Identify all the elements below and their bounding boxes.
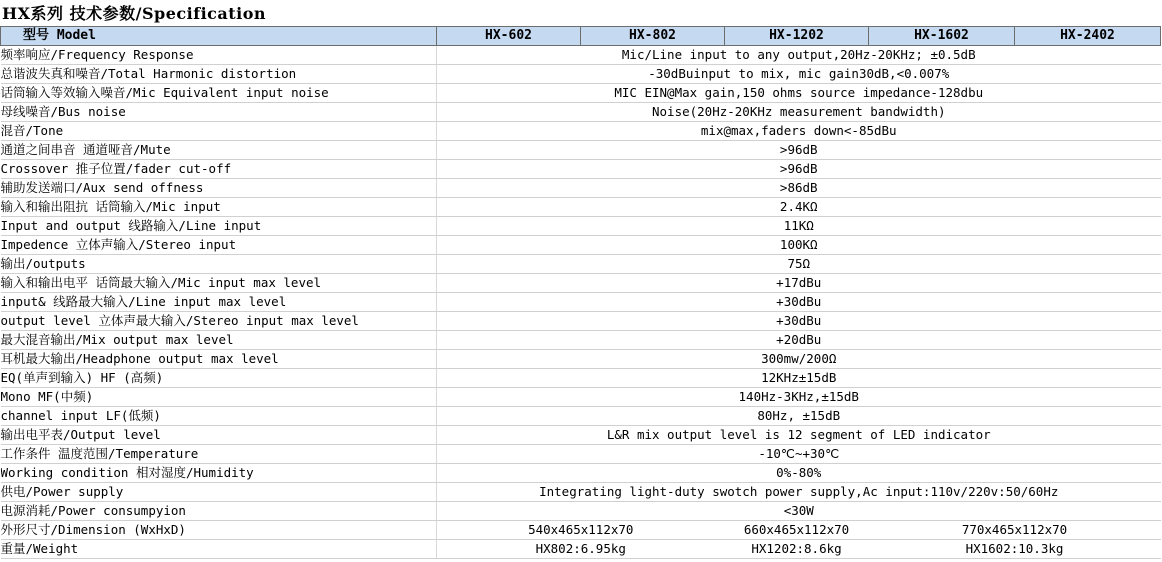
spec-row — [1, 426, 1161, 445]
spec-row — [1, 369, 1161, 388]
spec-label: Impedence 立体声输入/Stereo input — [1, 236, 437, 255]
specification-table — [0, 26, 1161, 559]
spec-label: 辅助发送端口/Aux send offness — [1, 179, 437, 198]
spec-row — [1, 65, 1161, 84]
weight-label: 重量/Weight — [1, 540, 437, 559]
spec-row — [1, 407, 1161, 426]
spec-label: Working condition 相对湿度/Humidity — [1, 464, 437, 483]
spec-row — [1, 350, 1161, 369]
spec-row — [1, 312, 1161, 331]
spec-label: 输出/outputs — [1, 255, 437, 274]
spec-row — [1, 464, 1161, 483]
spec-row — [1, 502, 1161, 521]
spec-row — [1, 255, 1161, 274]
spec-label: Crossover 推子位置/fader cut-off — [1, 160, 437, 179]
spec-row — [1, 122, 1161, 141]
spec-label: output level 立体声最大输入/Stereo input max level — [1, 312, 437, 331]
spec-value: >96dB — [437, 160, 1161, 179]
spec-value: Mic/Line input to any output,20Hz-20KHz; ±0.5dB — [437, 46, 1161, 65]
dimension-value: 540x465x112x70 — [437, 521, 725, 540]
dimension-value: 770x465x112x70 — [869, 521, 1161, 540]
spec-row — [1, 236, 1161, 255]
header-model-hx802: HX-802 — [581, 27, 725, 46]
spec-label: 工作条件 温度范围/Temperature — [1, 445, 437, 464]
spec-label: 输入和输出电平 话筒最大输入/Mic input max level — [1, 274, 437, 293]
spec-value: 11KΩ — [437, 217, 1161, 236]
dimension-row — [1, 521, 1161, 540]
spec-value: MIC EIN@Max gain,150 ohms source impedance-128dbu — [437, 84, 1161, 103]
spec-label: 输出电平表/Output level — [1, 426, 437, 445]
spec-value: -30dBuinput to mix, mic gain30dB,<0.007% — [437, 65, 1161, 84]
spec-row — [1, 179, 1161, 198]
spec-label: Input and output 线路输入/Line input — [1, 217, 437, 236]
spec-value: 75Ω — [437, 255, 1161, 274]
spec-value: +30dBu — [437, 312, 1161, 331]
spec-row — [1, 160, 1161, 179]
spec-label: Mono MF(中频) — [1, 388, 437, 407]
spec-row — [1, 483, 1161, 502]
spec-label: 输入和输出阻抗 话筒输入/Mic input — [1, 198, 437, 217]
spec-label: channel input LF(低频) — [1, 407, 437, 426]
spec-row — [1, 46, 1161, 65]
spec-row — [1, 141, 1161, 160]
spec-value: mix@max,faders down<-85dBu — [437, 122, 1161, 141]
spec-label: 通道之间串音 通道哑音/Mute — [1, 141, 437, 160]
spec-value: 80Hz, ±15dB — [437, 407, 1161, 426]
spec-value: >86dB — [437, 179, 1161, 198]
spec-label: input& 线路最大输入/Line input max level — [1, 293, 437, 312]
spec-label: 话筒输入等效输入噪音/Mic Equivalent input noise — [1, 84, 437, 103]
spec-label: 母线噪音/Bus noise — [1, 103, 437, 122]
spec-row — [1, 274, 1161, 293]
spec-value: L&R mix output level is 12 segment of LED indicator — [437, 426, 1161, 445]
spec-value: +30dBu — [437, 293, 1161, 312]
spec-row — [1, 293, 1161, 312]
spec-row — [1, 84, 1161, 103]
spec-label: 混音/Tone — [1, 122, 437, 141]
spec-label: 频率响应/Frequency Response — [1, 46, 437, 65]
header-model-hx602: HX-602 — [437, 27, 581, 46]
spec-value: <30W — [437, 502, 1161, 521]
spec-value: 12KHz±15dB — [437, 369, 1161, 388]
header-model-hx2402: HX-2402 — [1015, 27, 1161, 46]
spec-value: Noise(20Hz-20KHz measurement bandwidth) — [437, 103, 1161, 122]
spec-value: +17dBu — [437, 274, 1161, 293]
header-row — [1, 27, 1161, 46]
spec-value: 140Hz-3KHz,±15dB — [437, 388, 1161, 407]
header-model-label: 型号 Model — [1, 27, 437, 46]
spec-label: 最大混音输出/Mix output max level — [1, 331, 437, 350]
spec-value: 100KΩ — [437, 236, 1161, 255]
spec-value: >96dB — [437, 141, 1161, 160]
spec-value: 2.4KΩ — [437, 198, 1161, 217]
spec-row — [1, 388, 1161, 407]
weight-value: HX1602:10.3kg — [869, 540, 1161, 559]
spec-value: 300mw/200Ω — [437, 350, 1161, 369]
spec-label: 电源消耗/Power consumpyion — [1, 502, 437, 521]
weight-value: HX802:6.95kg — [437, 540, 725, 559]
spec-value: -10℃~+30℃ — [437, 445, 1161, 464]
spec-value: 0%-80% — [437, 464, 1161, 483]
header-model-hx1602: HX-1602 — [869, 27, 1015, 46]
spec-label: 耳机最大输出/Headphone output max level — [1, 350, 437, 369]
spec-value: +20dBu — [437, 331, 1161, 350]
spec-row — [1, 331, 1161, 350]
spec-label: 总谐波失真和噪音/Total Harmonic distortion — [1, 65, 437, 84]
weight-value: HX1202:8.6kg — [725, 540, 869, 559]
spec-label: 供电/Power supply — [1, 483, 437, 502]
weight-row — [1, 540, 1161, 559]
dimension-label: 外形尺寸/Dimension (WxHxD) — [1, 521, 437, 540]
dimension-value: 660x465x112x70 — [725, 521, 869, 540]
spec-row — [1, 198, 1161, 217]
spec-row — [1, 103, 1161, 122]
spec-value: Integrating light-duty swotch power supply,Ac input:110v/220v:50/60Hz — [437, 483, 1161, 502]
header-model-hx1202: HX-1202 — [725, 27, 869, 46]
spec-row — [1, 217, 1161, 236]
page-title: HX系列 技术参数/Specification — [2, 4, 267, 23]
spec-row — [1, 445, 1161, 464]
spec-label: EQ(单声到输入) HF (高频) — [1, 369, 437, 388]
